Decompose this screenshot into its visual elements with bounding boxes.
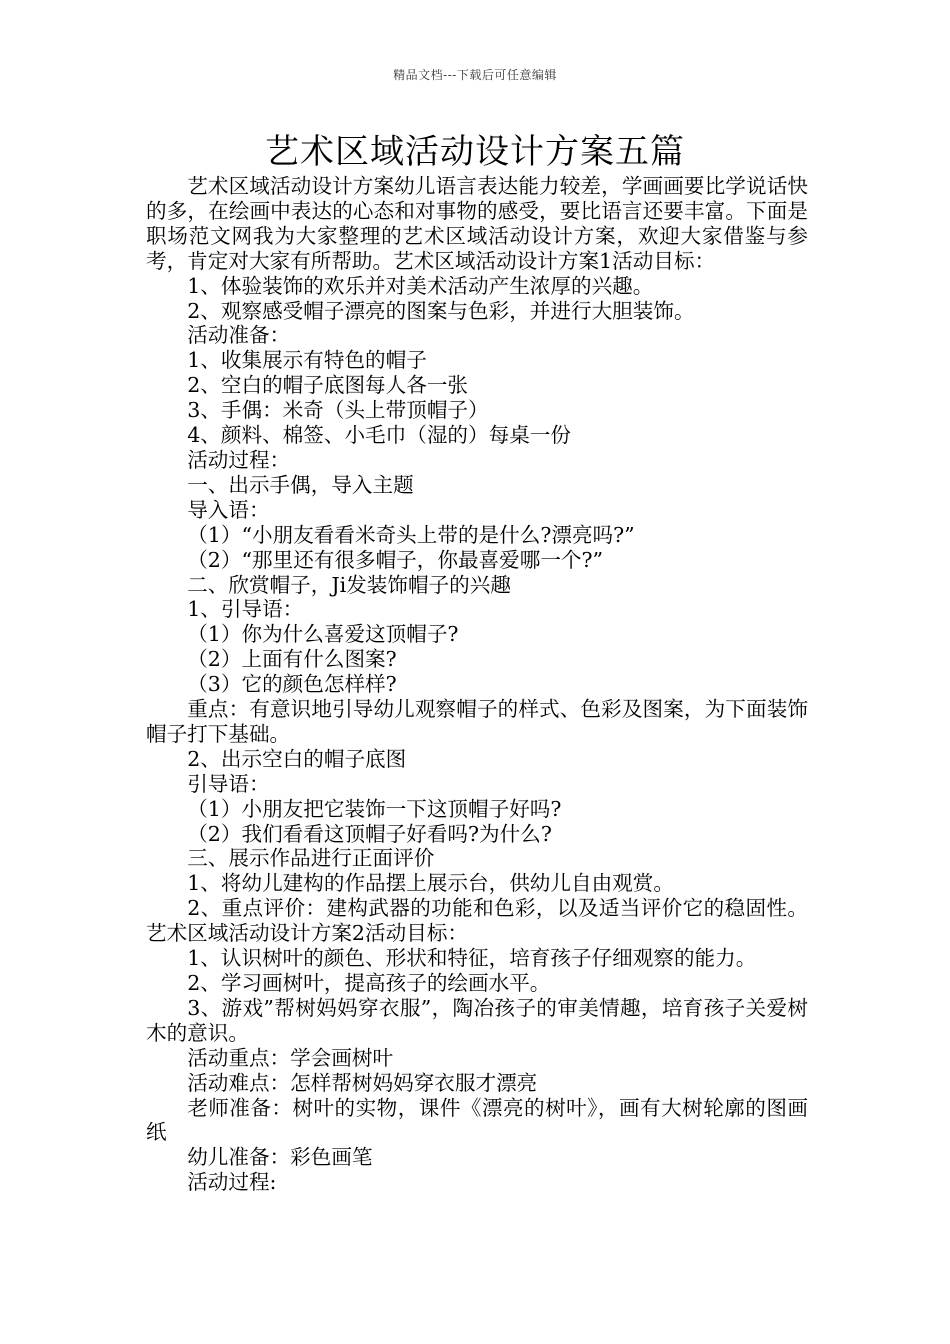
paragraph: 活动过程: xyxy=(187,1170,277,1195)
paragraph: 老师准备：树叶的实物，课件《漂亮的树叶》，画有大树轮廓的图画纸 xyxy=(146,1095,808,1145)
paragraph: 2、空白的帽子底图每人各一张 xyxy=(187,373,469,398)
paragraph: （1）你为什么喜爱这顶帽子? xyxy=(187,622,459,647)
document-body xyxy=(146,174,808,1195)
paragraph: 1、收集展示有特色的帽子 xyxy=(187,348,427,373)
paragraph: 活动准备： xyxy=(187,323,291,348)
paragraph: （1）小朋友把它装饰一下这顶帽子好吗? xyxy=(187,796,562,821)
paragraph: 一、出示手偶，导入主题 xyxy=(187,472,414,497)
paragraph: （2）“那里还有很多帽子，你最喜爱哪一个?” xyxy=(187,547,604,572)
paragraph: 重点：有意识地引导幼儿观察帽子的样式、色彩及图案，为下面装饰帽子打下基础。 xyxy=(146,697,808,746)
page-header: 精品文档---下载后可任意编辑 xyxy=(393,68,557,82)
paragraph: 1、引导语： xyxy=(187,597,304,622)
paragraph: （1）“小朋友看看米奇头上带的是什么?漂亮吗?” xyxy=(187,522,635,547)
paragraph: 2、出示空白的帽子底图 xyxy=(187,746,407,771)
paragraph: 3、游戏”帮树妈妈穿衣服”，陶冶孩子的审美情趣，培育孩子关爱树木的意识。 xyxy=(146,995,808,1045)
paragraph: 3、手偶：米奇（头上带顶帽子） xyxy=(187,398,489,423)
paragraph: 4、颜料、棉签、小毛巾（湿的）每桌一份 xyxy=(187,423,571,448)
paragraph: 三、展示作品进行正面评价 xyxy=(187,846,435,871)
paragraph: 活动难点：怎样帮树妈妈穿衣服才漂亮 xyxy=(187,1070,538,1095)
paragraph: 1、认识树叶的颜色、形状和特征，培育孩子仔细观察的能力。 xyxy=(187,946,757,971)
paragraph: 2、重点评价：建构武器的功能和色彩，以及适当评价它的稳固性。艺术区域活动设计方案2活动目标： xyxy=(146,896,808,946)
paragraph: 活动重点：学会画树叶 xyxy=(187,1045,394,1070)
paragraph: 1、体验装饰的欢乐并对美术活动产生浓厚的兴趣。 xyxy=(187,273,654,298)
paragraph: 活动过程： xyxy=(187,447,291,472)
paragraph: 引导语： xyxy=(187,771,270,796)
paragraph: （2）上面有什么图案? xyxy=(187,647,397,672)
paragraph: 导入语： xyxy=(187,497,270,522)
paragraph: （3）它的颜色怎样样? xyxy=(187,672,397,697)
paragraph: 艺术区域活动设计方案幼儿语言表达能力较差，学画画要比学说话快的多，在绘画中表达的心态和对事物的感受，要比语言还要丰富。下面是职场范文网我为大家整理的艺术区域活动设计方案，欢迎大家借鉴与参考，肯定对大家有所帮助。艺术区域活动设计方案1活动目标： xyxy=(146,174,808,273)
paragraph: 幼儿准备：彩色画笔 xyxy=(187,1145,373,1170)
paragraph: （2）我们看看这顶帽子好看吗?为什么? xyxy=(187,821,552,846)
document-title: 艺术区域活动设计方案五篇 xyxy=(265,132,685,172)
paragraph: 1、将幼儿建构的作品摆上展示台，供幼儿自由观赏。 xyxy=(187,871,674,896)
paragraph: 2、学习画树叶，提高孩子的绘画水平。 xyxy=(187,971,551,995)
paragraph: 2、观察感受帽子漂亮的图案与色彩，并进行大胆装饰。 xyxy=(187,298,695,323)
paragraph: 二、欣赏帽子，Ji发装饰帽子的兴趣 xyxy=(187,572,511,597)
